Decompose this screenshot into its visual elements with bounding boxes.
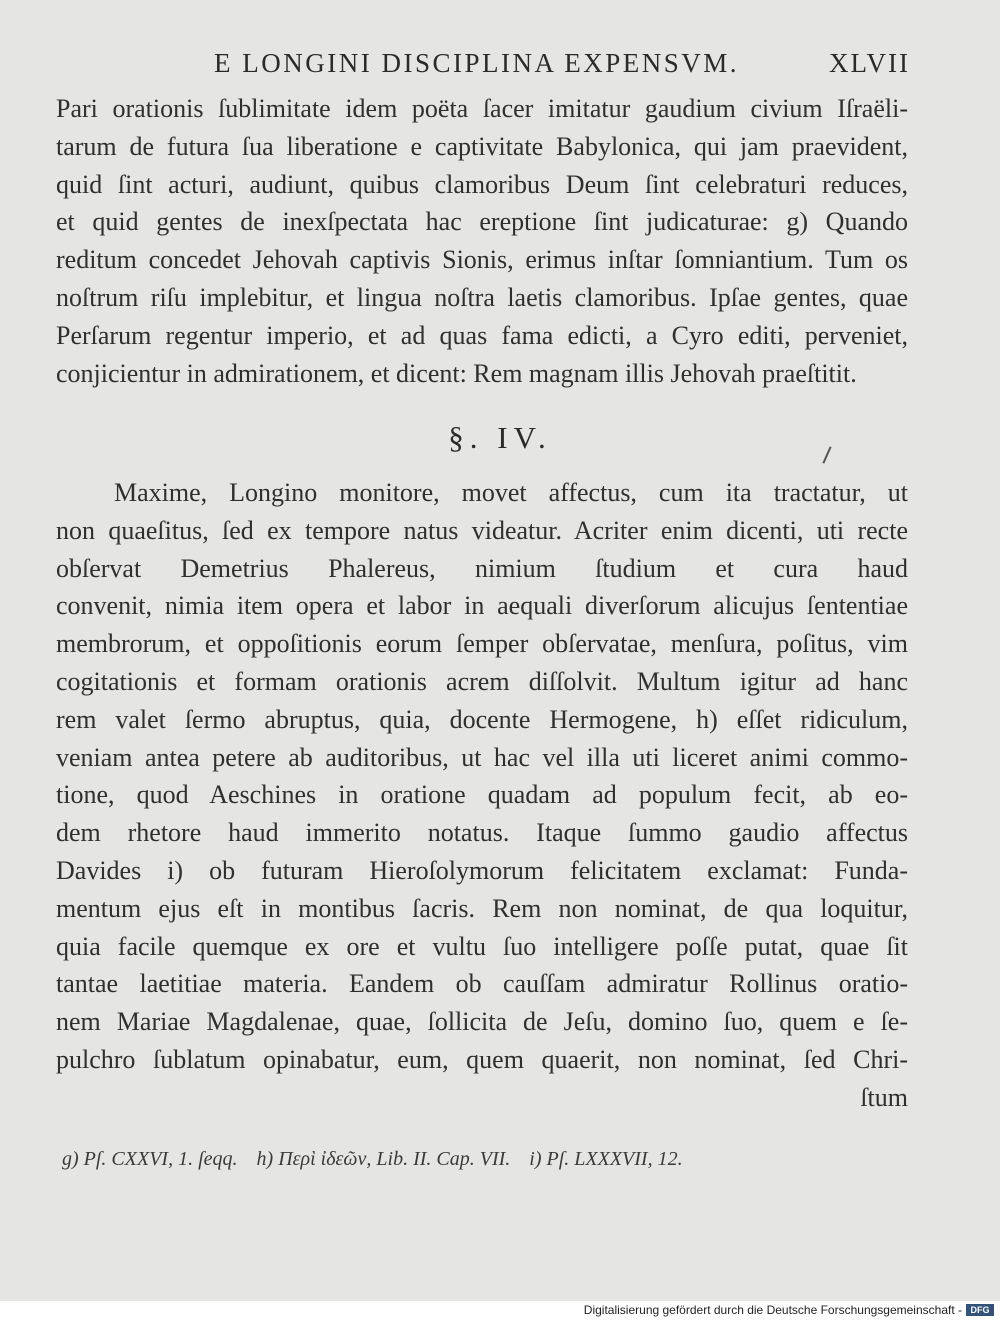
text-line: noſtrum riſu implebitur, et lingua noſtra laetis clamoribus. Ipſae gentes, quae — [56, 282, 908, 312]
text-line: quia facile quemque ex ore et vultu ſuo intelligere poſſe putat, quae ſit — [56, 931, 908, 961]
text-line: membrorum, et oppoſitionis eorum ſemper obſervatae, menſura, poſitus, vim — [56, 629, 908, 659]
paragraph-2 — [56, 474, 908, 1117]
running-head — [54, 46, 910, 86]
text-line: dem rhetore haud immerito notatus. Itaque ſummo gaudio affectus — [56, 818, 908, 848]
text-line: pulchro ſublatum opinabatur, eum, quem quaerit, non nominat, ſed Chri- — [56, 1044, 908, 1074]
catchword: ſtum — [860, 1082, 908, 1112]
text-line: tione, quod Aeschines in oratione quadam ad populum fecit, ab eo- — [56, 780, 908, 810]
text-line: reditum concedet Jehovah captivis Sionis, erimus inſtar ſomniantium. Tum os — [56, 245, 908, 275]
text-line: cogitationis et formam orationis acrem diſſolvit. Multum igitur ad hanc — [56, 666, 908, 696]
page-number: XLVII — [829, 48, 910, 78]
text-line: Davides i) ob futuram Hieroſolymorum felicitatem exclamat: Funda- — [56, 855, 908, 885]
text-line: convenit, nimia item opera et labor in aequali diverſorum alicujus ſententiae — [56, 591, 908, 621]
footnote-i: i) Pſ. LXXXVII, 12. — [529, 1148, 683, 1170]
footnote-h: h) Περὶ ἰδεῶν, Lib. II. Cap. VII. — [256, 1148, 511, 1170]
dfg-logo: DFG — [966, 1304, 994, 1316]
text-line: Maxime, Longino monitore, movet affectus, cum ita tractatur, ut — [114, 478, 908, 507]
text-line: nem Mariae Magdalenae, quae, ſollicita de Jeſu, domino ſuo, quem e ſe- — [56, 1007, 908, 1037]
text-line: non quaeſitus, ſed ex tempore natus videatur. Acriter enim dicenti, uti recte — [56, 515, 908, 545]
digitization-credit-bar — [0, 1301, 1000, 1320]
footnote-g: g) Pſ. CXXVI, 1. ſeqq. — [62, 1148, 238, 1170]
text-line: obſervat Demetrius Phalereus, nimium ſtudium et cura haud — [56, 553, 908, 583]
digitization-credit: Digitalisierung gefördert durch die Deutsche Forschungsgemeinschaft - — [583, 1303, 962, 1317]
footnotes — [62, 1148, 892, 1171]
text-line: veniam antea petere ab auditoribus, ut hac vel illa uti liceret animi commo- — [56, 742, 908, 772]
text-line: mentum ejus eſt in montibus ſacris. Rem non nominat, de qua loquitur, — [56, 893, 908, 923]
text-line: Pari orationis ſublimitate idem poëta ſacer imitatur gaudium civium Iſraëli- — [56, 94, 908, 123]
paragraph-1 — [56, 90, 908, 392]
text-line: Perſarum regentur imperio, et ad quas fama edicti, a Cyro editi, perveniet, — [56, 320, 908, 350]
text-line: conjicientur in admirationem, et dicent: Rem magnam illis Jehovah praeſtitit. — [56, 358, 857, 388]
text-line: rem valet ſermo abruptus, quia, docente Hermogene, h) eſſet ridiculum, — [56, 704, 908, 734]
text-line: et quid gentes de inexſpectata hac ereptione ſint judicaturae: g) Quando — [56, 207, 908, 237]
text-line: tarum de futura ſua liberatione e captivitate Babylonica, qui jam praevident, — [56, 131, 908, 161]
text-line: quid ſint acturi, audiunt, quibus clamoribus Deum ſint celebraturi reduces, — [56, 169, 908, 199]
running-title: E LONGINI DISCIPLINA EXPENSVM. — [214, 48, 739, 78]
section-heading: §. IV. — [448, 420, 552, 455]
text-line: tantae laetitiae materia. Eandem ob cauſſam admiratur Rollinus oratio- — [56, 969, 908, 999]
